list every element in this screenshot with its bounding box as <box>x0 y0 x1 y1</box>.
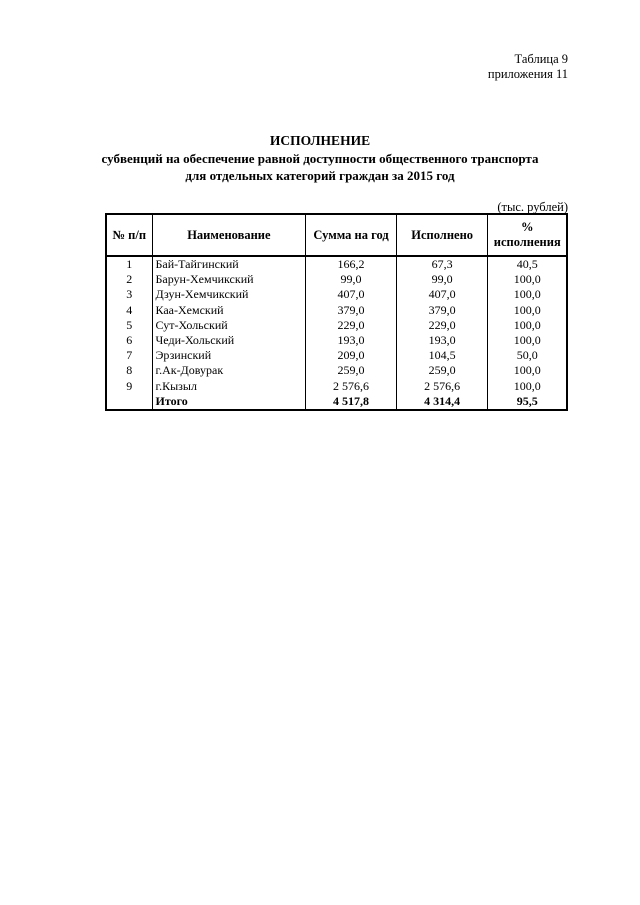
row-executed: 2 576,6 <box>396 379 488 394</box>
table-row <box>106 379 567 394</box>
document-subtitle-line-1: субвенций на обеспечение равной доступности общественного транспорта <box>101 151 539 166</box>
column-header-percent: % исполнения <box>488 214 567 256</box>
column-header-executed: Исполнено <box>396 214 488 256</box>
table-number: Таблица 9 <box>514 52 568 66</box>
row-executed: 99,0 <box>396 272 488 287</box>
row-name: Сут-Хольский <box>152 318 306 333</box>
row-executed: 67,3 <box>396 256 488 272</box>
row-annual-sum: 193,0 <box>306 333 397 348</box>
row-percent: 100,0 <box>488 379 567 394</box>
row-number: 6 <box>106 333 152 348</box>
document-title: ИСПОЛНЕНИЕ <box>269 133 371 148</box>
document-subtitle-line-2: для отдельных категорий граждан за 2015 год <box>185 168 455 183</box>
table-body <box>106 256 567 410</box>
row-name: Чеди-Хольский <box>152 333 306 348</box>
total-executed: 4 314,4 <box>396 394 488 410</box>
row-percent: 50,0 <box>488 348 567 363</box>
row-annual-sum: 229,0 <box>306 318 397 333</box>
total-row <box>106 394 567 410</box>
table-row <box>106 363 567 378</box>
row-number: 3 <box>106 287 152 302</box>
table-row <box>106 318 567 333</box>
row-annual-sum: 2 576,6 <box>306 379 397 394</box>
total-annual-sum: 4 517,8 <box>306 394 397 410</box>
row-name: г.Кызыл <box>152 379 306 394</box>
row-percent: 100,0 <box>488 363 567 378</box>
row-name: Барун-Хемчикский <box>152 272 306 287</box>
row-number: 8 <box>106 363 152 378</box>
row-annual-sum: 259,0 <box>306 363 397 378</box>
column-header-number: № п/п <box>106 214 152 256</box>
row-percent: 100,0 <box>488 303 567 318</box>
units-label: (тыс. рублей) <box>497 200 568 214</box>
row-name: г.Ак-Довурак <box>152 363 306 378</box>
execution-table <box>105 213 568 411</box>
row-number: 7 <box>106 348 152 363</box>
table-row <box>106 333 567 348</box>
row-name: Бай-Тайгинский <box>152 256 306 272</box>
row-percent: 100,0 <box>488 287 567 302</box>
column-header-annual-sum: Сумма на год <box>306 214 397 256</box>
table-header-row <box>106 214 567 256</box>
row-number: 5 <box>106 318 152 333</box>
row-name: Дзун-Хемчикский <box>152 287 306 302</box>
row-annual-sum: 407,0 <box>306 287 397 302</box>
total-percent: 95,5 <box>488 394 567 410</box>
row-percent: 100,0 <box>488 318 567 333</box>
table-reference <box>488 52 568 82</box>
row-executed: 229,0 <box>396 318 488 333</box>
row-annual-sum: 166,2 <box>306 256 397 272</box>
row-annual-sum: 99,0 <box>306 272 397 287</box>
row-number: 1 <box>106 256 152 272</box>
table-row <box>106 303 567 318</box>
row-name: Каа-Хемский <box>152 303 306 318</box>
row-percent: 100,0 <box>488 272 567 287</box>
row-executed: 104,5 <box>396 348 488 363</box>
total-number-cell <box>106 394 152 410</box>
column-header-name: Наименование <box>152 214 306 256</box>
total-label: Итого <box>152 394 306 410</box>
row-percent: 40,5 <box>488 256 567 272</box>
table-row <box>106 256 567 272</box>
table-row <box>106 287 567 302</box>
table-row <box>106 348 567 363</box>
row-executed: 193,0 <box>396 333 488 348</box>
row-executed: 379,0 <box>396 303 488 318</box>
row-number: 4 <box>106 303 152 318</box>
row-name: Эрзинский <box>152 348 306 363</box>
row-percent: 100,0 <box>488 333 567 348</box>
row-executed: 407,0 <box>396 287 488 302</box>
row-number: 2 <box>106 272 152 287</box>
row-annual-sum: 209,0 <box>306 348 397 363</box>
table-row <box>106 272 567 287</box>
row-number: 9 <box>106 379 152 394</box>
row-executed: 259,0 <box>396 363 488 378</box>
row-annual-sum: 379,0 <box>306 303 397 318</box>
appendix-number: приложения 11 <box>487 67 568 81</box>
